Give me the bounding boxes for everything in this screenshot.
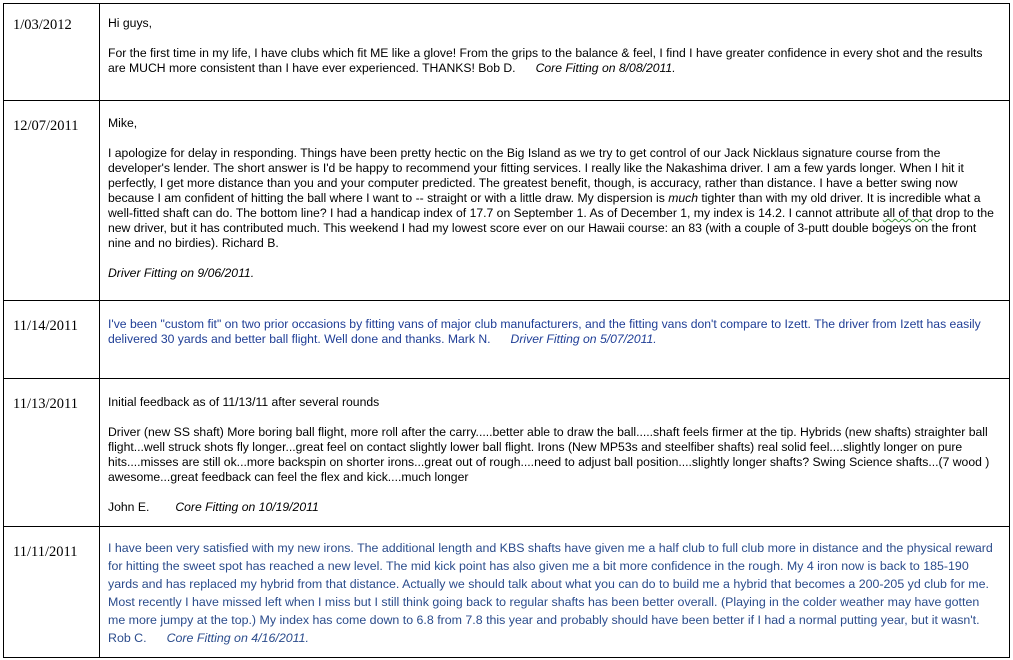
entry-body <box>100 301 1010 379</box>
testimonials-table <box>3 3 1010 658</box>
entry-date: 12/07/2011 <box>4 101 100 301</box>
entry-text <box>108 317 999 347</box>
entry-text: Driver (new SS shaft) More boring ball flight, more roll after the carry.....better able to draw the ball.....shaft feels firmer at the tip. Hybrids (new shafts) straighter ball flight...well struck shots fly longer...great feel on contact slightly lower ball flight. Irons (New MP53s and steelfiber shafts) real solid feel....slightly longer on pure hits....misses are still ok...more backspin on shorter irons...great out of rough....need to adjust ball position....slightly longer shafts? Swing Science shafts...(7 wood ) awesome...great feedback can feel the flex and kick....much longer <box>108 425 990 484</box>
entry-date: 11/11/2011 <box>4 527 100 658</box>
entry-date: 11/13/2011 <box>4 379 100 527</box>
entry-body <box>100 527 1010 658</box>
entry-body <box>100 379 1010 527</box>
entry-body <box>100 101 1010 301</box>
entry-date: 1/03/2012 <box>4 4 100 101</box>
entry-text-content: I've been "custom fit" on two prior occasions by fitting vans of major club manufacturers, and the fitting vans don't compare to Izett. The driver from Izett has easily delivered 30 yards and better ball flight. Well done and thanks. Mark N. <box>108 317 981 346</box>
table-row <box>4 101 1010 301</box>
entry-text <box>108 146 999 251</box>
spellcheck-underline-text: all of that <box>882 206 933 220</box>
entry-text <box>108 539 999 647</box>
entry-signature: Core Fitting on 4/16/2011. <box>166 631 309 645</box>
entry-text <box>108 46 999 76</box>
entry-greeting: Mike, <box>108 116 138 130</box>
entry-signature: Core Fitting on 10/19/2011 <box>175 500 319 514</box>
entry-text-content: For the first time in my life, I have clubs which fit ME like a glove! From the grips to the balance & feel, I find I have greater confidence in every shot and the results are MUCH more consistent than I have ever experienced. THANKS! Bob D. <box>108 46 983 75</box>
table-row <box>4 527 1010 658</box>
table-row <box>4 4 1010 101</box>
entry-text-content: I have been very satisfied with my new irons. The additional length and KBS shafts have given me a half club to full club more in distance and the physical reward for hitting the sweet spot has reached a new level. The mid kick point has also given me a bit more confidence in the rough. My 4 iron now is back to 185-190 yards and has replaced my hybrid from that distance. Actually we should talk about what you can do to build me a hybrid that becomes a 200-205 yd club for me. Most recently I have missed left when I miss but I still think going back to regular shafts has been better overall. (Playing in the colder weather may have gotten me more jumpy at the top.) My index has come down to 6.8 from 7.8 this year and probably should have been better if I had a normal putting year, but it wasn't. Rob C. <box>108 541 993 645</box>
entry-text-part: tighter than with my old driver. It is incredible what a well-fitted shaft can do. The bottom line? I had a handicap index of 17.7 on September 1. As of December 1, my index is 14.2. I cannot attribute <box>108 191 981 220</box>
entry-date: 11/14/2011 <box>4 301 100 379</box>
entry-text-emphasis: much <box>668 191 699 205</box>
entry-signature: Driver Fitting on 9/06/2011. <box>108 266 255 280</box>
entry-signature: Driver Fitting on 5/07/2011. <box>510 332 657 346</box>
table-row <box>4 301 1010 379</box>
entry-greeting: Hi guys, <box>108 16 153 30</box>
entry-intro: Initial feedback as of 11/13/11 after several rounds <box>108 395 380 409</box>
entry-body <box>100 4 1010 101</box>
entry-text-part: drop to the new driver, but it has contributed much. This weekend I had my lowest score ever on our Hawaii course: an 83 (with a couple of 3-putt double bogeys on the front nine and no birdies). Richard B. <box>108 206 994 250</box>
entry-author: John E. <box>108 500 150 514</box>
entry-signature: Core Fitting on 8/08/2011. <box>535 61 676 75</box>
entry-footer <box>108 500 999 515</box>
entry-text-part: I apologize for delay in responding. Things have been pretty hectic on the Big Island as we try to get control of our Jack Nicklaus signature course from the developer's lender. The short answer is I'd be happy to recommend your fitting services. I really like the Nakashima driver. I am a few yards longer. When I hit it perfectly, I get more distance than you and your computer predicted. The greatest benefit, though, is accuracy, rather than distance. I have a better swing now because I am confident of hitting the ball where I want to -- straight or with a little draw. My dispersion is <box>108 146 964 205</box>
table-row <box>4 379 1010 527</box>
